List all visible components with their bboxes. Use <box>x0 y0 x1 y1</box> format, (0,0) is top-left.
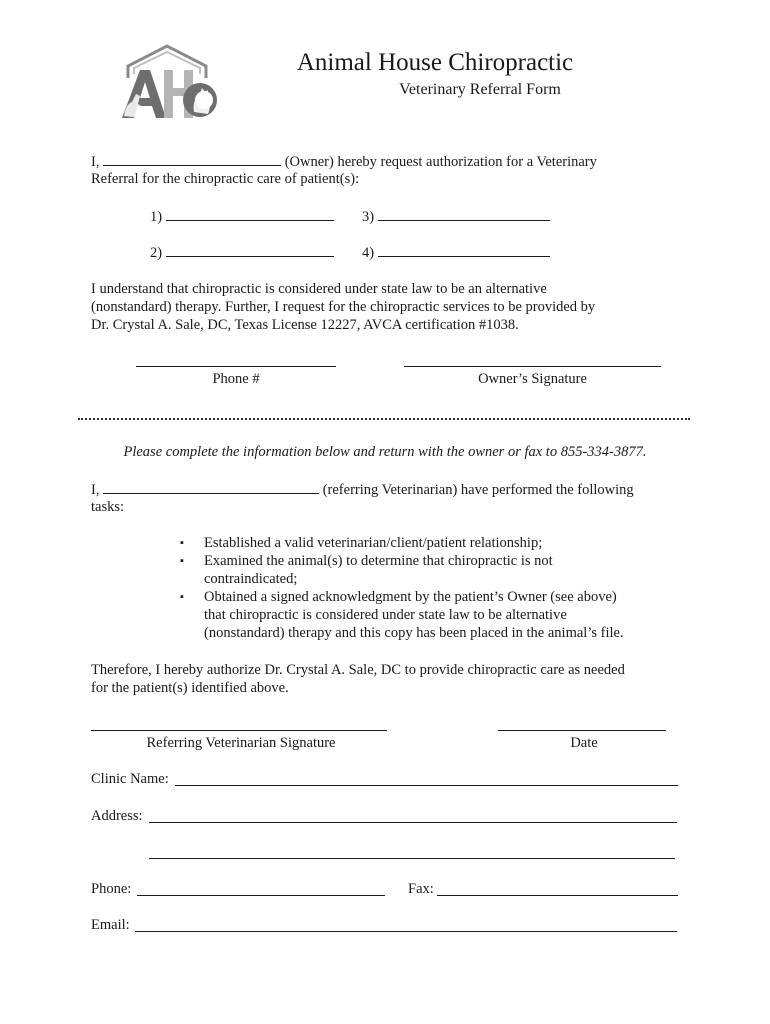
vet-name-field[interactable] <box>103 480 319 494</box>
owner-name-field[interactable] <box>103 152 281 166</box>
email-label: Email: <box>91 917 130 933</box>
vet-phone-label: Phone: <box>91 881 132 897</box>
fax-field[interactable] <box>437 895 678 896</box>
task-1-line-1: Established a valid veterinarian/client/patient relationship; <box>204 535 543 551</box>
patient-1-field[interactable] <box>166 207 334 221</box>
vet-intro-prefix: I, <box>91 482 100 498</box>
authorize-line-1: Therefore, I hereby authorize Dr. Crystal A. Sale, DC to provide chiropractic care as needed <box>91 662 625 678</box>
owner-intro-prefix: I, <box>91 154 100 170</box>
page-subtitle: Veterinary Referral Form <box>399 81 561 98</box>
vet-intro-line2: tasks: <box>91 499 125 515</box>
vet-intro-line1 <box>91 480 634 499</box>
date-field[interactable] <box>498 730 666 731</box>
task-bullet-icon: ▪ <box>180 555 184 567</box>
task-2-line-2: contraindicated; <box>204 571 298 587</box>
vet-signature-label: Referring Veterinarian Signature <box>146 735 336 751</box>
patient-3-label: 3) <box>362 209 375 225</box>
task-3-line-3: (nonstandard) therapy and this copy has been placed in the animal’s file. <box>204 625 624 641</box>
patient-4 <box>362 243 550 262</box>
patient-4-field[interactable] <box>378 243 550 257</box>
vet-instruction: Please complete the information below and return with the owner or fax to 855-334-3877. <box>123 444 647 460</box>
logo <box>114 44 220 122</box>
clinic-name-label: Clinic Name: <box>91 771 169 787</box>
understand-line-1: I understand that chiropractic is considered under state law to be an alternative <box>91 281 547 297</box>
authorize-line-2: for the patient(s) identified above. <box>91 680 289 696</box>
address-label: Address: <box>91 808 143 824</box>
task-3-line-1: Obtained a signed acknowledgment by the patient’s Owner (see above) <box>204 589 617 605</box>
task-bullet-icon: ▪ <box>180 537 184 549</box>
address-field-1[interactable] <box>149 822 677 823</box>
owner-intro-suffix: (Owner) hereby request authorization for a Veterinary <box>284 154 597 170</box>
owner-intro-line2: Referral for the chiropractic care of patient(s): <box>91 171 360 187</box>
section-divider <box>78 418 690 420</box>
patient-2-field[interactable] <box>166 243 334 257</box>
vet-phone-field[interactable] <box>137 895 385 896</box>
task-bullet-icon: ▪ <box>180 591 184 603</box>
owner-signature-label: Owner’s Signature <box>478 371 587 387</box>
page-title: Animal House Chiropractic <box>296 49 574 76</box>
understand-line-3: Dr. Crystal A. Sale, DC, Texas License 12227, AVCA certification #1038. <box>91 317 519 333</box>
fax-label: Fax: <box>408 881 434 897</box>
ahc-logo-house-icon <box>114 44 220 122</box>
understand-line-2: (nonstandard) therapy. Further, I request for the chiropractic services to be provided by <box>91 299 596 315</box>
task-3-line-2: that chiropractic is considered under state law to be alternative <box>204 607 567 623</box>
owner-phone-field[interactable] <box>136 366 336 367</box>
patient-4-label: 4) <box>362 245 375 261</box>
address-field-2[interactable] <box>149 858 675 859</box>
email-field[interactable] <box>135 931 677 932</box>
vet-signature-field[interactable] <box>91 730 387 731</box>
patient-3 <box>362 207 550 226</box>
owner-signature-field[interactable] <box>404 366 661 367</box>
clinic-name-field[interactable] <box>175 785 678 786</box>
patient-2 <box>150 243 334 262</box>
task-2-line-1: Examined the animal(s) to determine that chiropractic is not <box>204 553 553 569</box>
date-label: Date <box>570 735 598 751</box>
patient-1 <box>150 207 334 226</box>
patient-3-field[interactable] <box>378 207 550 221</box>
owner-phone-label: Phone # <box>212 371 260 387</box>
owner-intro-line1 <box>91 152 597 171</box>
patient-2-label: 2) <box>150 245 163 261</box>
patient-1-label: 1) <box>150 209 163 225</box>
vet-intro-suffix: (referring Veterinarian) have performed the following <box>322 482 634 498</box>
